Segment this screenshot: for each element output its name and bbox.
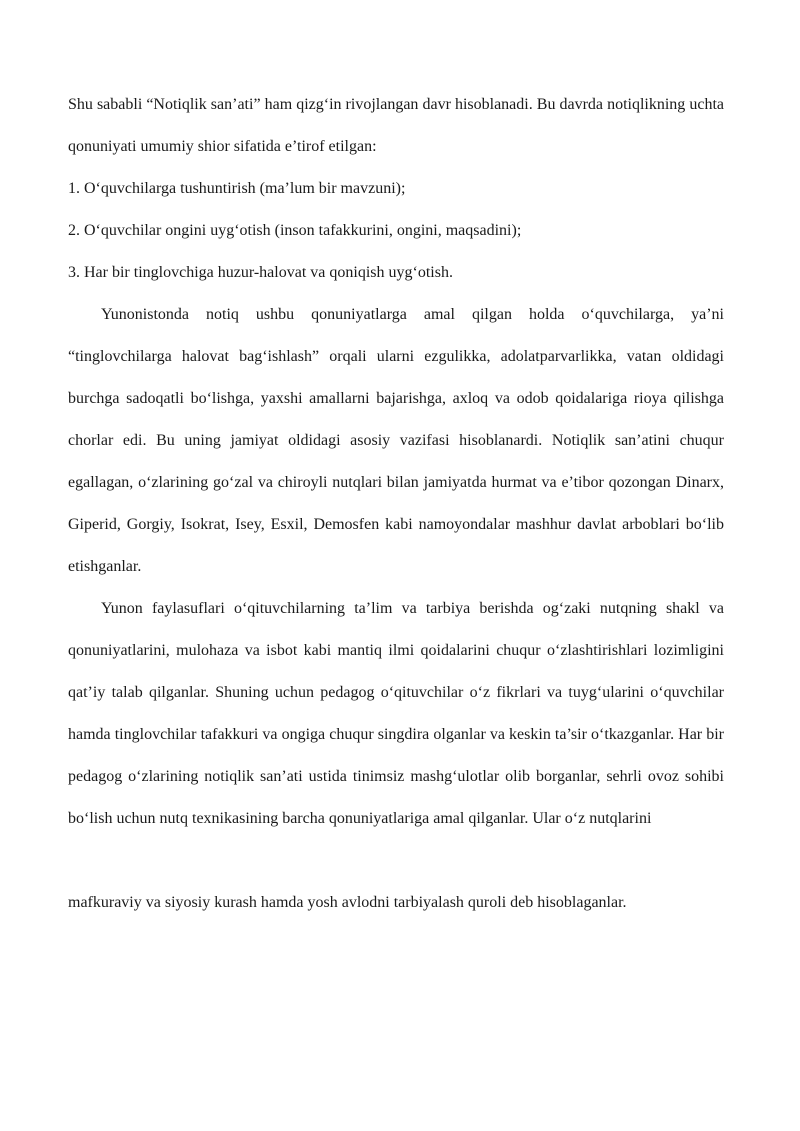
greece-paragraph: Yunonistonda notiq ushbu qonuniyatlarga amal qilgan holda o‘quvchilarga, ya’ni “tinglovchilarga halovat bag‘ishlash” orqali ularni ezgulikka, adolatparvarlikka, vatan oldidagi burchga sadoqatli bo‘lishga, yaxshi amallarni bajarishga, axloq va odob qoidalariga rioya qilishga chorlar edi. Bu uning jamiyat oldidagi asosiy vazifasi hisoblanardi. Notiqlik san’atini chuqur egallagan, o‘zlarining go‘zal va chiroyli nutqlari bilan jamiyatda hurmat va e’tibor qozongan Dinarx, Giperid, Gorgiy, Isokrat, Isey, Esxil, Demosfen kabi namoyondalar mashhur davlat arboblari bo‘lib etishganlar. [68, 306, 724, 575]
intro-paragraph: Shu sababli “Notiqlik san’ati” ham qizg‘in rivojlangan davr hisoblanadi. Bu davrda notiqlikning uchta qonuniyati umumiy shior sifatida e’tirof etilgan: [68, 96, 724, 155]
philosophers-paragraph: Yunon faylasuflari o‘qituvchilarning ta’lim va tarbiya berishda og‘zaki nutqning shakl va qonuniyatlarini, mulohaza va isbot kabi mantiq ilmi qoidalarini chuqur o‘zlashtirishlari lozimligini qat’iy talab qilganlar. Shuning uchun pedagog o‘qituvchilar o‘z fikrlari va tuyg‘ularini o‘quvchilar hamda tinglovchilar tafakkuri va ongiga chuqur singdira olganlar va keskin ta’sir o‘tkazganlar. Har bir pedagog o‘zlarining notiqlik san’ati ustida tinimsiz mashg‘ulotlar olib borganlar, sehrli ovoz sohibi bo‘lish uchun nutq texnikasining barcha qonuniyatlariga amal qilganlar. Ular o‘z nutqlarini [68, 600, 724, 827]
list-item-3: 3. Har bir tinglovchiga huzur-halovat va qoniqish uyg‘otish. [68, 264, 453, 281]
list-item-2: 2. O‘quvchilar ongini uyg‘otish (inson tafakkurini, ongini, maqsadini); [68, 222, 522, 239]
paragraph-gap [68, 840, 724, 882]
list-item-1: 1. O‘quvchilarga tushuntirish (ma’lum bir mavzuni); [68, 180, 406, 197]
document-page [68, 84, 724, 924]
closing-paragraph: mafkuraviy va siyosiy kurash hamda yosh avlodni tarbiyalash quroli deb hisoblaganlar. [68, 894, 627, 911]
